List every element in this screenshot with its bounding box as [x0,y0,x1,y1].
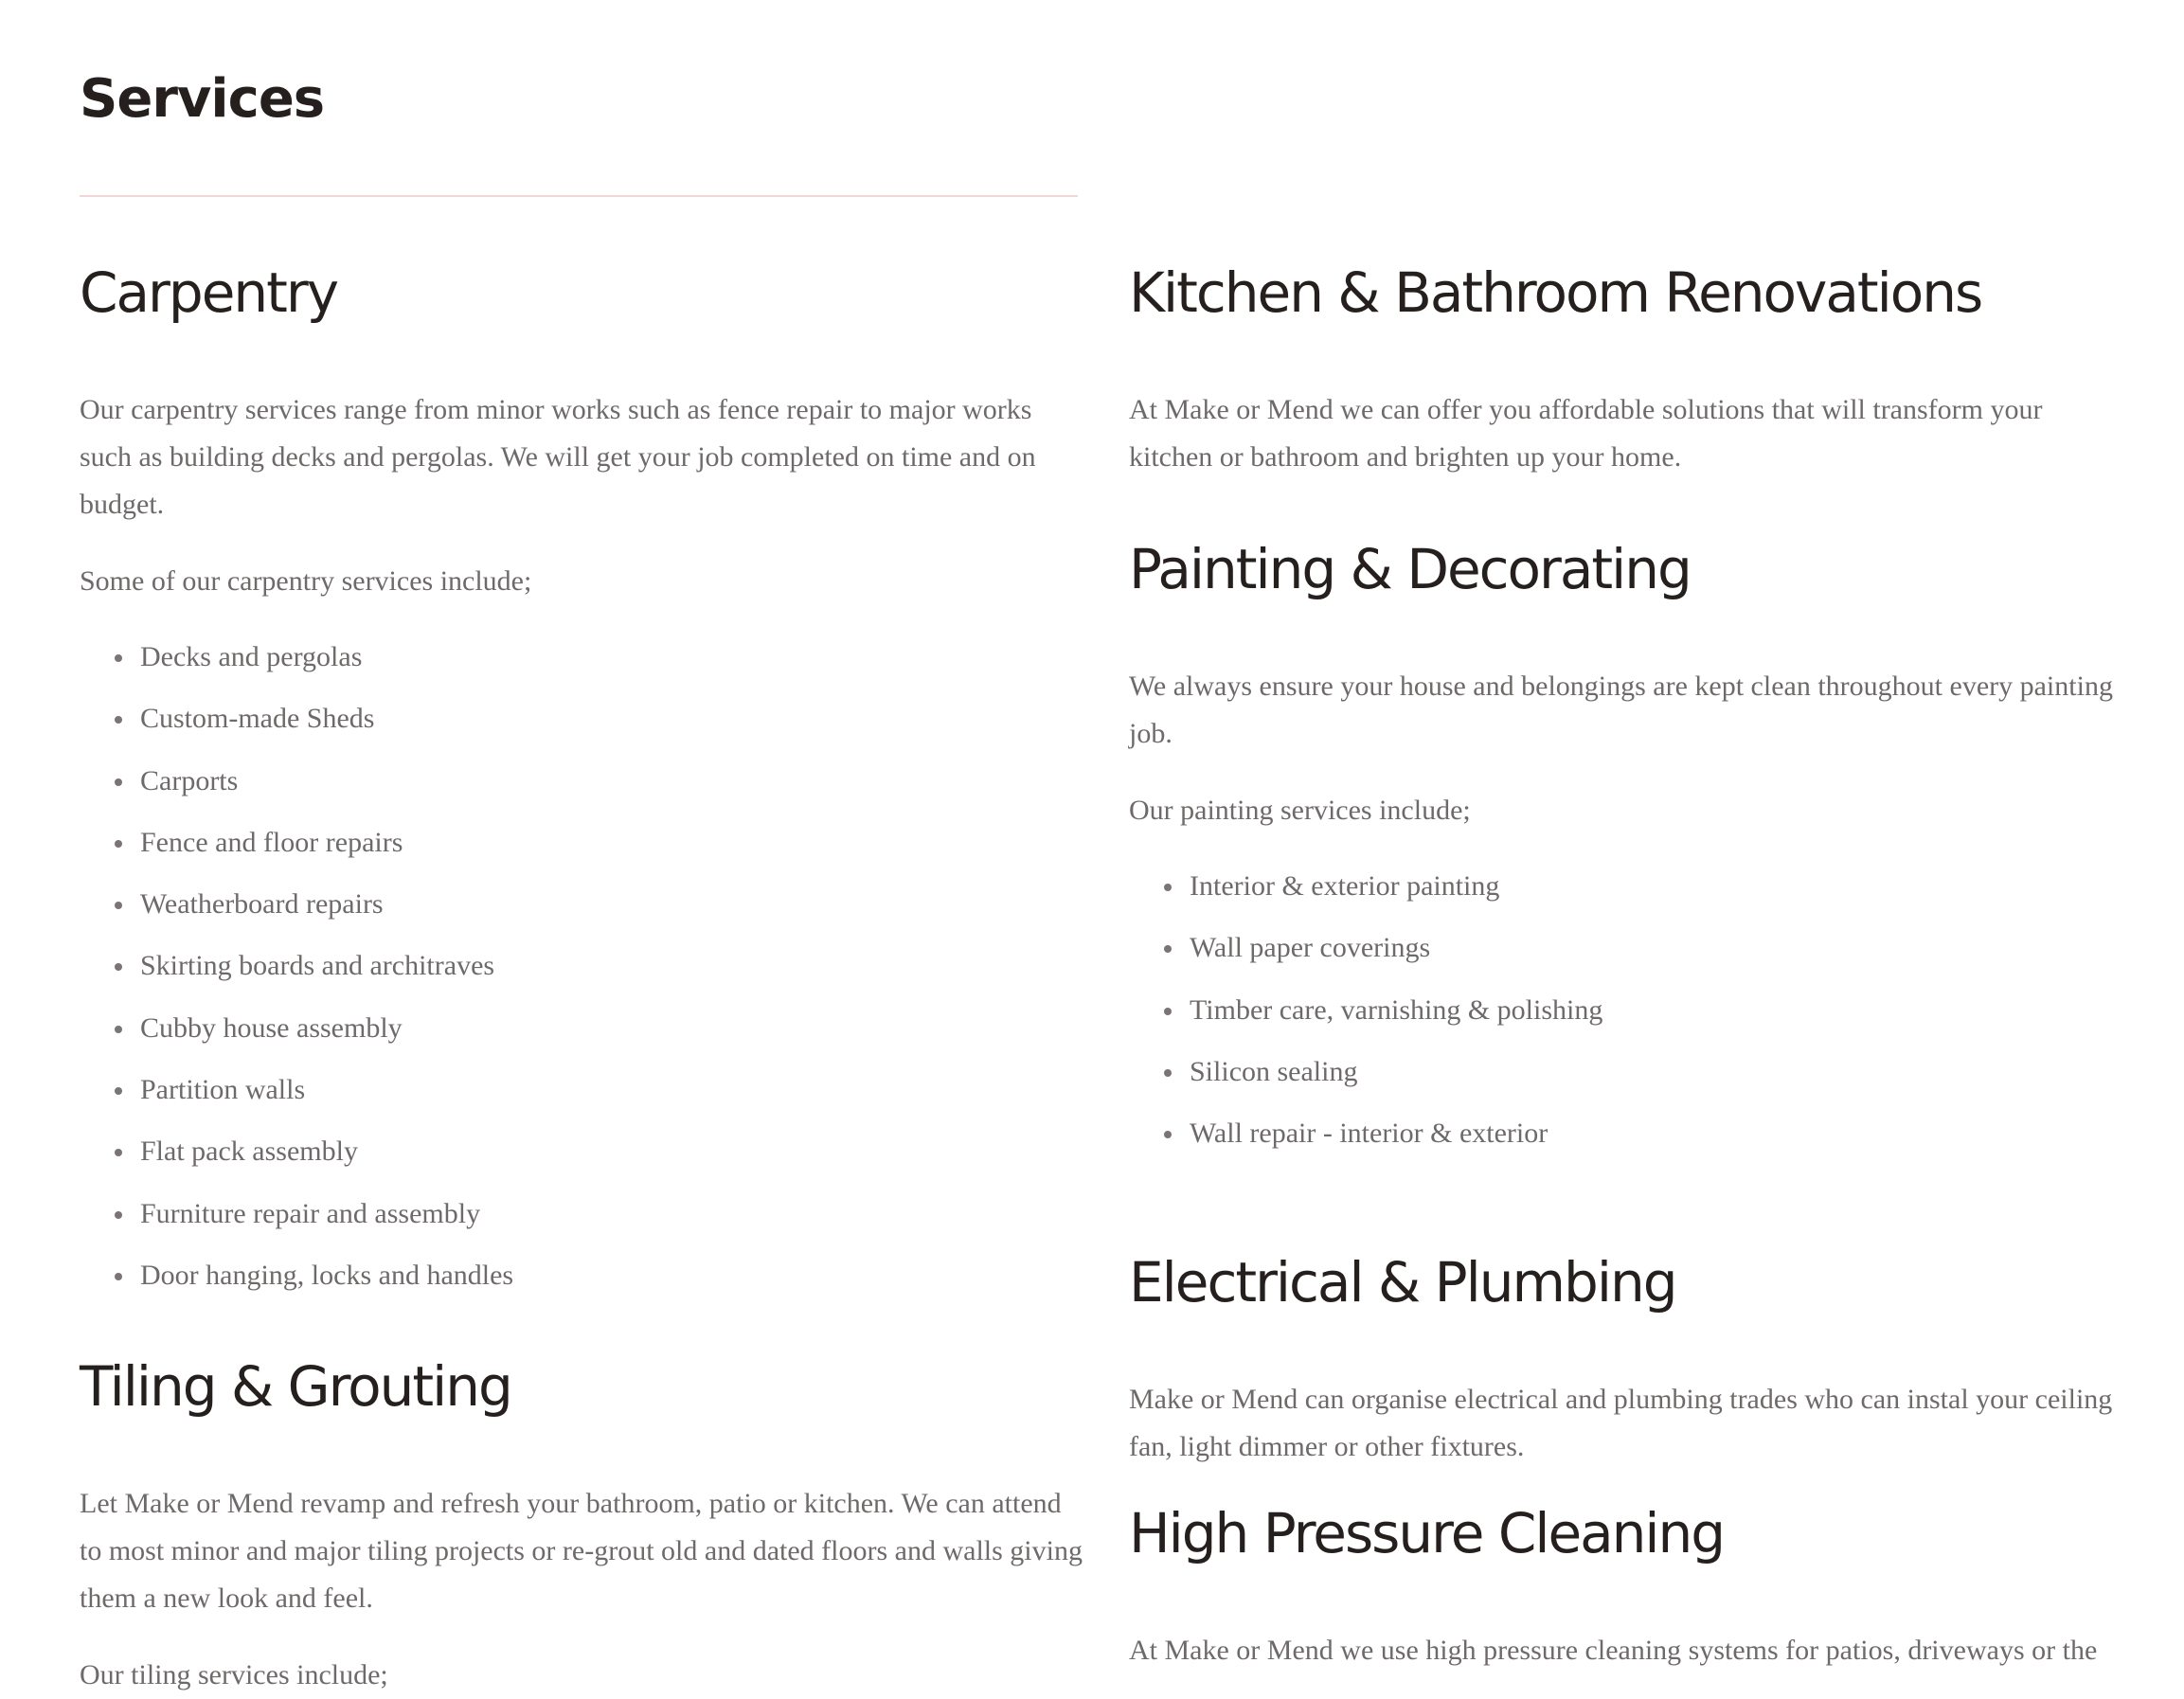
carpentry-lead: Some of our carpentry services include; [80,565,532,597]
tiling-lead: Our tiling services include; [80,1659,388,1690]
painting-heading: Painting & Decorating [1129,537,1691,601]
list-item: Timber care, varnishing & polishing [1190,987,2133,1048]
painting-list [1129,863,2133,1171]
list-item: Furniture repair and assembly [140,1190,1083,1252]
electrical-heading: Electrical & Plumbing [1129,1250,1676,1314]
list-item: Cubby house assembly [140,1005,1083,1066]
kitchen-intro: At Make or Mend we can offer you affordable solutions that will transform your kitchen or bathroom and brighten up your home. [1129,394,2043,473]
cleaning-intro: At Make or Mend we use high pressure cleaning systems for patios, driveways or the [1129,1635,2098,1666]
list-item: Weatherboard repairs [140,881,1083,942]
title-divider [80,195,1078,197]
carpentry-intro: Our carpentry services range from minor works such as fence repair to major works such as building decks and pergolas. We will get your job completed on time and on budget. [80,394,1036,520]
list-item: Carports [140,758,1083,819]
carpentry-list [80,634,1083,1314]
list-item: Door hanging, locks and handles [140,1252,1083,1314]
tiling-section [80,1350,1083,1699]
list-item: Silicon sealing [1190,1048,2133,1110]
page-title: Services [80,68,325,130]
list-item: Custom-made Sheds [140,695,1083,757]
painting-intro: We always ensure your house and belongings are kept clean throughout every painting job. [1129,671,2113,749]
electrical-intro: Make or Mend can organise electrical and plumbing trades who can instal your ceiling fan, light dimmer or other fixtures. [1129,1384,2113,1462]
list-item: Skirting boards and architraves [140,942,1083,1004]
list-item: Decks and pergolas [140,634,1083,695]
tiling-heading: Tiling & Grouting [80,1354,511,1419]
cleaning-section [1129,1496,2133,1674]
list-item: Partition walls [140,1066,1083,1128]
painting-section [1129,532,2133,1171]
list-item: Wall repair - interior & exterior [1190,1110,2133,1171]
tiling-intro: Let Make or Mend revamp and refresh your bathroom, patio or kitchen. We can attend to most minor and major tiling projects or re-grout old and dated floors and walls giving them a new look and feel. [80,1488,1083,1614]
list-item: Fence and floor repairs [140,819,1083,881]
cleaning-heading: High Pressure Cleaning [1129,1501,1725,1565]
list-item: Interior & exterior painting [1190,863,2133,924]
list-item: Flat pack assembly [140,1128,1083,1189]
painting-lead: Our painting services include; [1129,795,1471,826]
carpentry-section [80,256,1083,1314]
kitchen-section [1129,256,2133,481]
list-item: Wall paper coverings [1190,924,2133,986]
electrical-section [1129,1245,2133,1471]
carpentry-heading: Carpentry [80,260,338,325]
kitchen-heading: Kitchen & Bathroom Renovations [1129,260,1982,325]
